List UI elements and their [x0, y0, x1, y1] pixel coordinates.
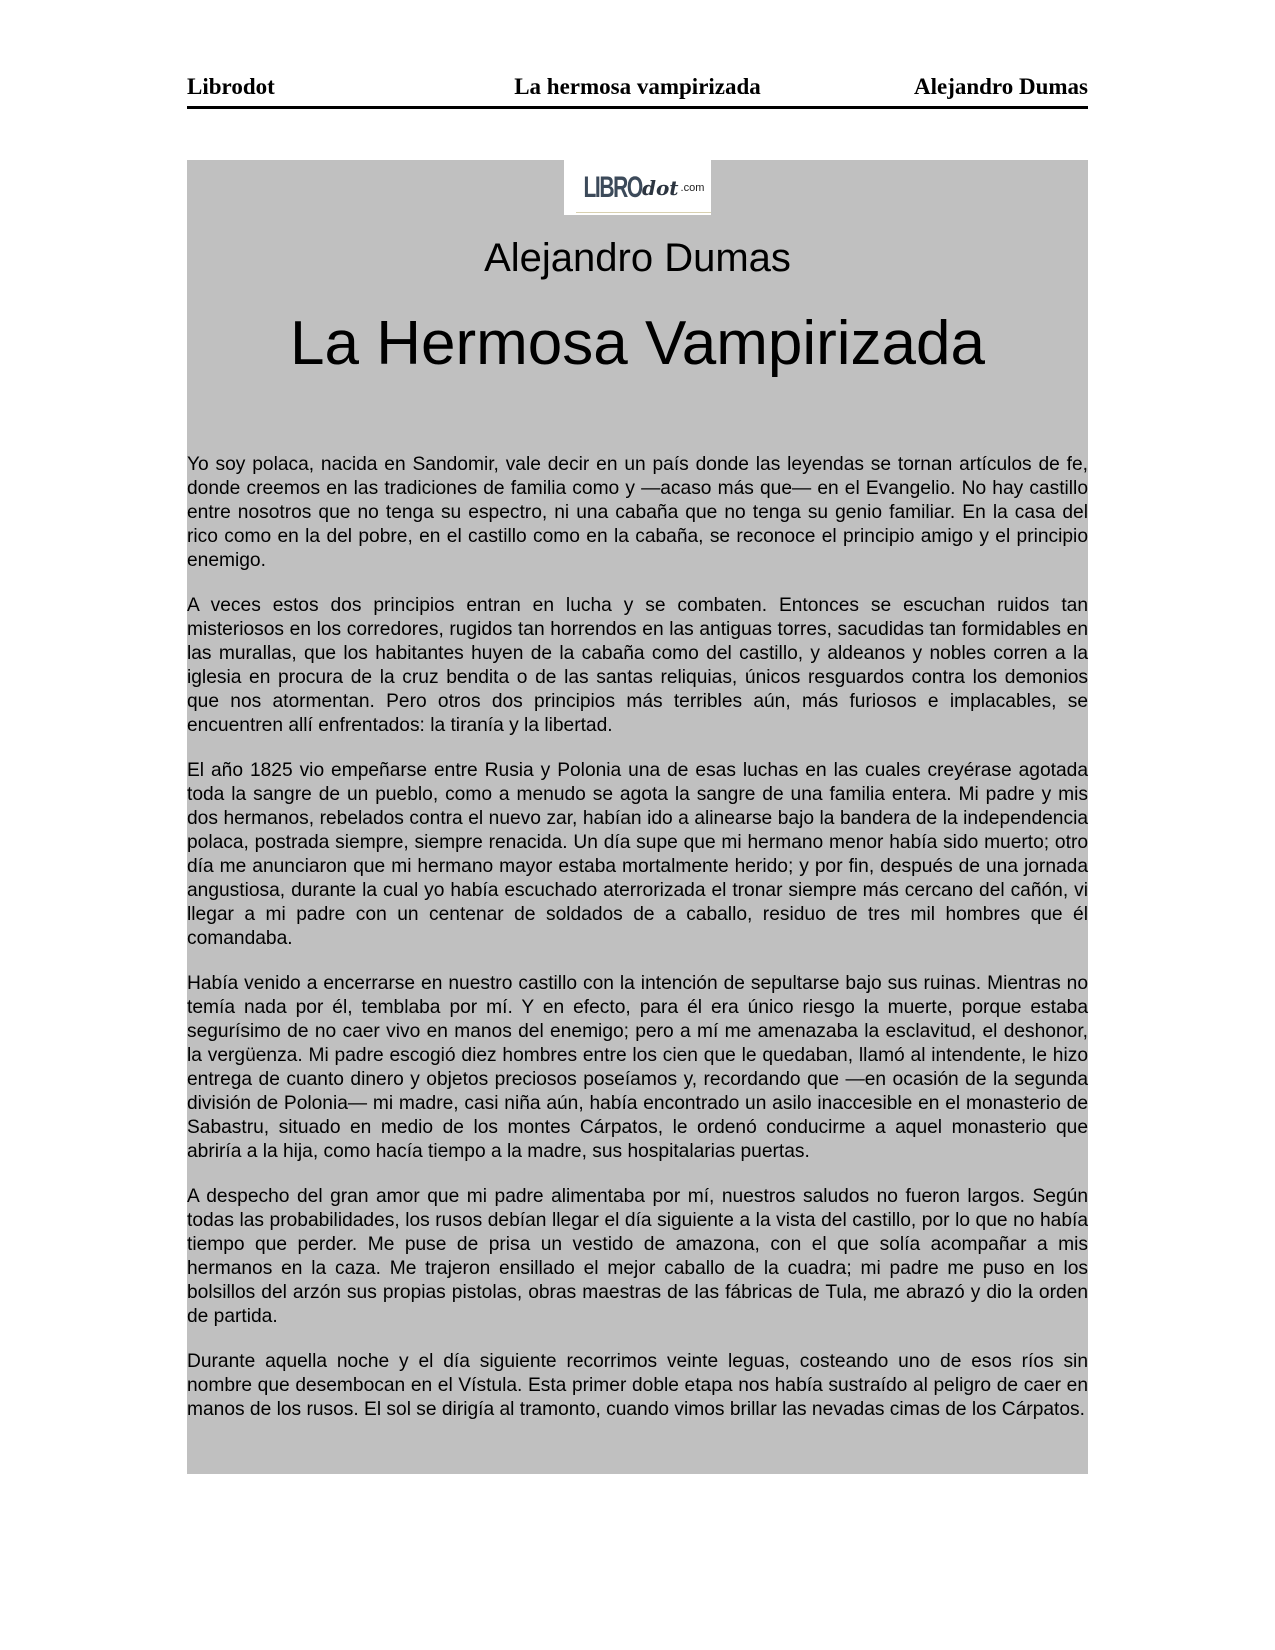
librodot-logo [564, 160, 711, 215]
paragraph: Había venido a encerrarse en nuestro castillo con la intención de sepultarse bajo sus ruinas. Mientras no temía nada por él, temblaba por mí. Y en efecto, para él era único riesgo la muerte, porque estaba segurísimo de no caer vivo en manos del enemigo; pero a mí me amenazaba la esclavitud, el deshonor, la vergüenza. Mi padre escogió diez hombres entre los cien que le quedaban, llamó al intendente, le hizo entrega de cuanto dinero y objetos preciosos poseíamos y, recordando que —en ocasión de la segunda división de Polonia— mi madre, casi niña aún, había encontrado un asilo inaccesible en el monasterio de Sabastru, situado en medio de los montes Cárpatos, le ordenó conducirme a aquel monasterio que abriría a la hija, como hacía tiempo a la madre, sus hospitalarias puertas. [187, 973, 1088, 1162]
running-header [187, 72, 1088, 109]
cover-title: La Hermosa Vampirizada [290, 309, 985, 378]
logo-dot-text: dot [641, 175, 679, 200]
logo-underline [576, 212, 711, 213]
paragraph: Yo soy polaca, nacida en Sandomir, vale decir en un país donde las leyendas se tornan artículos de fe, donde creemos en las tradiciones de familia como y —acaso más que— en el Evangelio. No hay castillo entre nosotros que no tenga su espectro, ni una cabaña que no tenga su genio familiar. En la casa del rico como en la del pobre, en el castillo como en la cabaña, se reconoce el principio amigo y el principio enemigo. [187, 454, 1088, 571]
paragraph: A veces estos dos principios entran en lucha y se combaten. Entonces se escuchan ruidos tan misteriosos en los corredores, rugidos tan horrendos en las antiguas torres, sacudidas tan formidables en las murallas, que los habitantes huyen de la cabaña como del castillo, y aldeanos y nobles corren a la iglesia en procura de la cruz bendita o de las santas reliquias, únicos resguardos contra los demonios que nos atormentan. Pero otros dos principios más terribles aún, más furiosos e implacables, se encuentren allí enfrentados: la tiranía y la libertad. [187, 595, 1088, 736]
cover-author: Alejandro Dumas [484, 236, 791, 280]
header-book-title: La hermosa vampirizada [514, 74, 761, 99]
logo-libro-text: LIBRO [583, 170, 642, 204]
header-author: Alejandro Dumas [913, 74, 1088, 99]
content-block [187, 160, 1088, 1474]
logo-com-text: .com [680, 181, 705, 194]
body-text [187, 453, 1088, 1443]
paragraph: El año 1825 vio empeñarse entre Rusia y Polonia una de esas luchas en las cuales creyérase agotada toda la sangre de un pueblo, como a menudo se agota la sangre de una familia entera. Mi padre y mis dos hermanos, rebelados contra el nuevo zar, habían ido a alinearse bajo la bandera de la independencia polaca, postrada siempre, siempre renacida. Un día supe que mi hermano menor había sido muerto; otro día me anunciaron que mi hermano mayor estaba mortalmente herido; y por fin, después de una jornada angustiosa, durante la cual yo había escuchado aterrorizada el tronar siempre más cercano del cañón, vi llegar a mi padre con un centenar de soldados de a caballo, residuo de tres mil hombres que él comandaba. [187, 760, 1088, 949]
paragraph: A despecho del gran amor que mi padre alimentaba por mí, nuestros saludos no fueron largos. Según todas las probabilidades, los rusos debían llegar el día siguiente a la vista del castillo, por lo que no había tiempo que perder. Me puse de prisa un vestido de amazona, con el que solía acompañar a mis hermanos en la caza. Me trajeron ensillado el mejor caballo de la cuadra; mi padre me puso en los bolsillos del arzón sus propias pistolas, obras maestras de las fábricas de Tula, me abrazó y dio la orden de partida. [187, 1186, 1088, 1327]
header-publisher: Librodot [187, 74, 275, 99]
paragraph: Durante aquella noche y el día siguiente recorrimos veinte leguas, costeando uno de esos ríos sin nombre que desembocan en el Vístula. Esta primer doble etapa nos había sustraído al peligro de caer en manos de los rusos. El sol se dirigía al tramonto, cuando vimos brillar las nevadas cimas de los Cárpatos. [187, 1351, 1088, 1420]
